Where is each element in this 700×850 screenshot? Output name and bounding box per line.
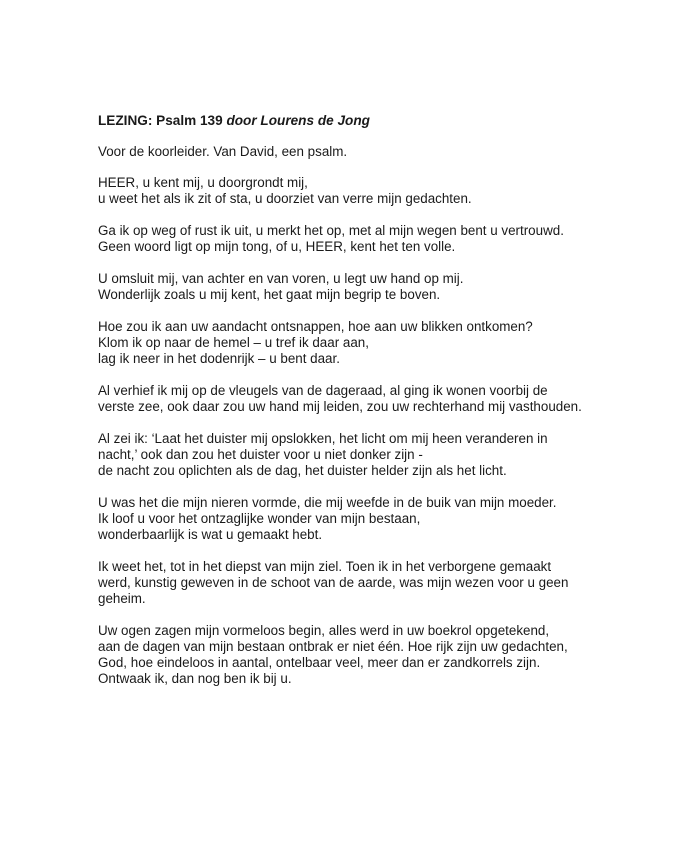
verse-line: Geen woord ligt op mijn tong, of u, HEER, kent het ten volle. <box>98 239 456 254</box>
verse-line: lag ik neer in het dodenrijk – u bent daar. <box>98 351 340 366</box>
verse-line: Al verhief ik mij op de vleugels van de dageraad, al ging ik wonen voorbij de <box>98 383 548 398</box>
stanza <box>98 495 678 543</box>
verse-line: verste zee, ook daar zou uw hand mij leiden, zou uw rechterhand mij vasthouden. <box>98 399 582 414</box>
verse-line: Al zei ik: ‘Laat het duister mij opslokken, het licht om mij heen veranderen in <box>98 431 548 446</box>
verse-line: Wonderlijk zoals u mij kent, het gaat mijn begrip te boven. <box>98 287 441 302</box>
verse-line: de nacht zou oplichten als de dag, het duister helder zijn als het licht. <box>98 463 507 478</box>
document-page <box>98 113 678 703</box>
verse-line: U was het die mijn nieren vormde, die mij weefde in de buik van mijn moeder. <box>98 495 557 510</box>
stanza <box>98 175 678 207</box>
stanza <box>98 559 678 607</box>
verse-line: aan de dagen van mijn bestaan ontbrak er niet één. Hoe rijk zijn uw gedachten, <box>98 639 568 654</box>
verse-line: Uw ogen zagen mijn vormeloos begin, alles werd in uw boekrol opgetekend, <box>98 623 550 638</box>
verse-line: u weet het als ik zit of sta, u doorziet van verre mijn gedachten. <box>98 191 472 206</box>
verse-line: Klom ik op naar de hemel – u tref ik daar aan, <box>98 335 369 350</box>
stanza <box>98 623 678 687</box>
verse-line: Ontwaak ik, dan nog ben ik bij u. <box>98 671 292 686</box>
psalm-intro: Voor de koorleider. Van David, een psalm. <box>98 144 348 159</box>
stanza <box>98 383 678 415</box>
verse-line: Hoe zou ik aan uw aandacht ontsnappen, hoe aan uw blikken ontkomen? <box>98 319 533 334</box>
verse-line: U omsluit mij, van achter en van voren, u legt uw hand op mij. <box>98 271 464 286</box>
heading-author: door Lourens de Jong <box>226 113 370 128</box>
verse-line: HEER, u kent mij, u doorgrondt mij, <box>98 175 308 190</box>
reading-heading <box>98 113 678 129</box>
verse-line: nacht,’ ook dan zou het duister voor u niet donker zijn - <box>98 447 423 462</box>
verse-line: Ik loof u voor het ontzaglijke wonder van mijn bestaan, <box>98 511 421 526</box>
stanza <box>98 223 678 255</box>
verse-line: Ik weet het, tot in het diepst van mijn ziel. Toen ik in het verborgene gemaakt <box>98 559 552 574</box>
verse-line: God, hoe eindeloos in aantal, ontelbaar veel, meer dan er zandkorrels zijn. <box>98 655 541 670</box>
stanza <box>98 271 678 303</box>
stanza <box>98 431 678 479</box>
stanza <box>98 319 678 367</box>
verse-line: wonderbaarlijk is wat u gemaakt hebt. <box>98 527 323 542</box>
psalm-text <box>98 175 678 687</box>
verse-line: geheim. <box>98 591 146 606</box>
verse-line: Ga ik op weg of rust ik uit, u merkt het op, met al mijn wegen bent u vertrouwd. <box>98 223 564 238</box>
heading-label: LEZING: Psalm 139 <box>98 113 223 128</box>
verse-line: werd, kunstig geweven in de schoot van de aarde, was mijn wezen voor u geen <box>98 575 569 590</box>
